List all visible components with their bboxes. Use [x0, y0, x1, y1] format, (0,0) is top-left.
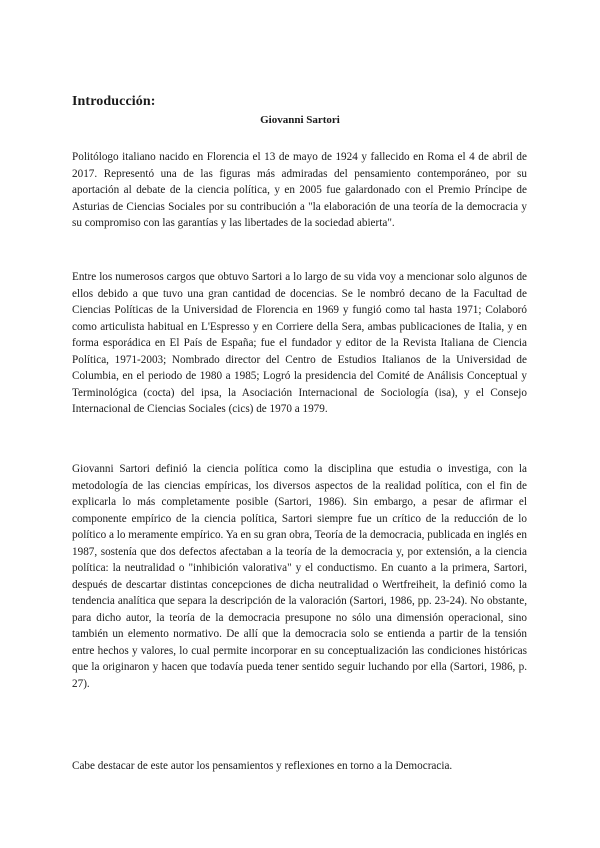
paragraph-closing: Cabe destacar de este autor los pensamientos y reflexiones en torno a la Democracia. [72, 760, 453, 772]
paragraph-political-science: Giovanni Sartori definió la ciencia política como la disciplina que estudia o investiga, con la metodología de las ciencias empíricas, los diversos aspectos de la realidad política, con el fin de explicarla lo más completamente posible (Sartori, 1986). Sin embargo, a pesar de afirmar el componente empírico de la ciencia política, Sartori siempre fue un crítico de la reducción de lo político a lo meramente empírico. Ya en su gran obra, Teoría de la democracia, publicada en inglés en 1987, sostenía que dos defectos afectaban a la teoría de la democracia y, por extensión, a la ciencia política: la neutralidad o "inhibición valorativa" y el conductismo. En cuanto a la primera, Sartori, después de descartar distintas concepciones de dicha neutralidad o Wertfreiheit, la definió como la tendencia analítica que separa la descripción de la valoración (Sartori, 1986, pp. 23-24). No obstante, para dicho autor, la teoría de la democracia presupone no sólo una dimensión operacional, sino también un elemento normativo. De allí que la democracia solo se entienda a partir de la tensión entre hechos y valores, lo cual permite incorporar en su conceptualización las condiciones históricas que la originaron y hacen que todavía pueda tener sentido seguir luchando por ella (Sartori, 1986, p. 27). [72, 463, 527, 690]
paragraph-intro: Politólogo italiano nacido en Florencia el 13 de mayo de 1924 y fallecido en Roma el 4 de abril de 2017. Representó una de las figuras más admiradas del pensamiento contemporáneo, por su aportación al debate de la ciencia política, y en 2005 fue galardonado con el Premio Príncipe de Asturias de Ciencias Sociales por su contribución a "la elaboración de una teoría de la democracia y su compromiso con las garantías y las libertades de la sociedad abierta". [72, 151, 527, 229]
author-name: Giovanni Sartori [260, 114, 340, 126]
section-heading: Introducción: [72, 94, 156, 109]
paragraph-positions: Entre los numerosos cargos que obtuvo Sartori a lo largo de su vida voy a mencionar solo algunos de ellos debido a que tuvo una gran cantidad de docencias. Se le nombró decano de la Facultad de Ciencias Políticas de la Universidad de Florencia en 1969 y fungió como tal hasta 1971; Colaboró como articulista habitual en L'Espresso y en Corriere della Sera, ambas publicaciones de Italia, y en forma esporádica en El País de España; fue el fundador y editor de la Revista Italiana de Ciencia Política, 1971-2003; Nombrado director del Centro de Estudios Italianos de la Universidad de Columbia, en el periodo de 1980 a 1985; Logró la presidencia del Comité de Análisis Conceptual y Terminológica (cocta) del ipsa, la Asociación Internacional de Sociología (isa), y el Consejo Internacional de Ciencias Sociales (cics) de 1970 a 1979. [72, 271, 527, 415]
